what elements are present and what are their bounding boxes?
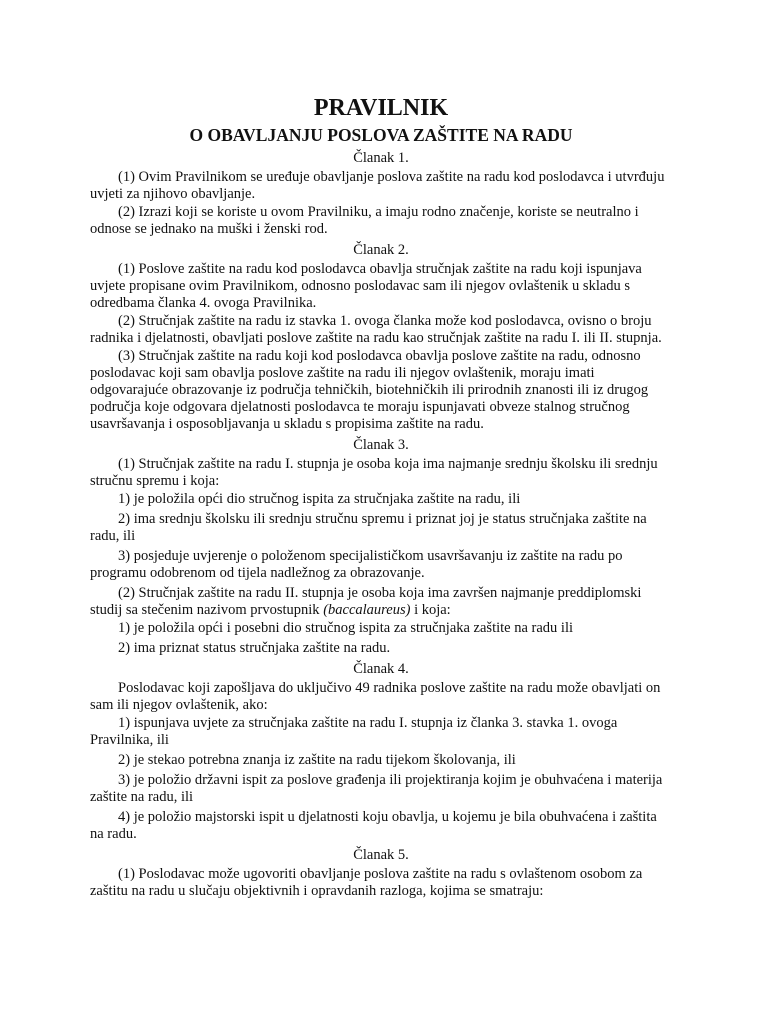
list-item: 1) je položila opći i posebni dio stručnog ispita za stručnjaka zaštite na radu ili [118,620,574,636]
list-item: 3) je položio državni ispit za poslove građenja ili projektiranja kojim je obuhvaćena i materija zaštite na radu, ili [90,772,663,805]
article-heading: Članak 4. [353,661,409,677]
paragraph-text: (2) Stručnjak zaštite na radu II. stupnja je osoba koja ima završen najmanje preddiplomski studij sa stečenim nazivom prvostupnik [90,585,642,618]
paragraph: (1) Poslodavac može ugovoriti obavljanje poslova zaštite na radu s ovlaštenom osobom za zaštitu na radu u slučaju objektivnih i opravdanih razloga, kojima se smatraju: [90,866,643,899]
document-subtitle: O OBAVLJANJU POSLOVA ZAŠTITE NA RADU [189,125,573,145]
paragraph [90,585,672,619]
list-item: 2) ima priznat status stručnjaka zaštite na radu. [118,640,391,656]
list-item: 2) ima srednju školsku ili srednju stručnu spremu i priznat joj je status stručnjaka zaštite na radu, ili [90,511,647,544]
article-1 [90,150,672,238]
article-3 [90,437,672,657]
article-heading: Članak 2. [353,242,409,258]
article-heading: Članak 5. [353,847,409,863]
list-item: 4) je položio majstorski ispit u djelatnosti koju obavlja, u kojemu je bila obuhvaćena i zaštita na radu. [90,809,657,842]
article-heading: Članak 1. [353,150,409,166]
paragraph: Poslodavac koji zapošljava do uključivo 49 radnika poslove zaštite na radu može obavljati on sam ili njegov ovlaštenik, ako: [90,680,661,713]
list-item: 3) posjeduje uvjerenje o položenom specijalističkom usavršavanju iz zaštite na radu po programu odobrenom od tijela nadležnog za obrazovanje. [90,548,623,581]
paragraph: (2) Stručnjak zaštite na radu iz stavka 1. ovoga članka može kod poslodavca, ovisno o broju radnika i djelatnosti, obavljati poslove zaštite na radu kao stručnjak zaštite na radu I. ili II. stupnja. [90,313,662,346]
list-item: 2) je stekao potrebna znanja iz zaštite na radu tijekom školovanja, ili [118,752,516,768]
paragraph-text: i koja: [414,602,451,618]
paragraph: (2) Izrazi koji se koriste u ovom Pravilniku, a imaju rodno značenje, koriste se neutralno i odnose se jednako na muški i ženski rod. [90,204,639,237]
article-2 [90,242,672,433]
latin-term: (baccalaureus) [323,602,411,618]
list-item: 1) ispunjava uvjete za stručnjaka zaštite na radu I. stupnja iz članka 3. stavka 1. ovoga Pravilnika, ili [90,715,618,748]
paragraph: (1) Ovim Pravilnikom se uređuje obavljanje poslova zaštite na radu kod poslodavca i utvrđuju uvjeti za njihovo obavljanje. [90,169,665,202]
paragraph: (1) Poslove zaštite na radu kod poslodavca obavlja stručnjak zaštite na radu koji ispunjava uvjete propisane ovim Pravilnikom, odnosno poslodavac sam ili njegov ovlaštenik u skladu s odredbama članka 4. ovoga Pravilnika. [90,261,642,311]
paragraph: (1) Stručnjak zaštite na radu I. stupnja je osoba koja ima najmanje srednju školsku ili srednju stručnu spremu i koja: [90,456,658,489]
list-item: 1) je položila opći dio stručnog ispita za stručnjaka zaštite na radu, ili [118,491,521,507]
article-heading: Članak 3. [353,437,409,453]
document-body [90,92,672,901]
article-5 [90,847,672,900]
paragraph: (3) Stručnjak zaštite na radu koji kod poslodavca obavlja poslove zaštite na radu, odnosno poslodavac koji sam obavlja poslove zaštite na radu ili njegov ovlaštenik, moraju imati odgovarajuće obrazovanje iz područja tehničkih, biotehničkih ili prirodnih znanosti ili iz drugog područja koje odgovara djelatnosti poslodavca te moraju ispunjavati obveze stalnog stručnog usavršavanja i osposobljavanja u skladu s propisima zaštite na radu. [90,348,649,432]
document-title: PRAVILNIK [313,95,449,121]
article-4 [90,661,672,843]
